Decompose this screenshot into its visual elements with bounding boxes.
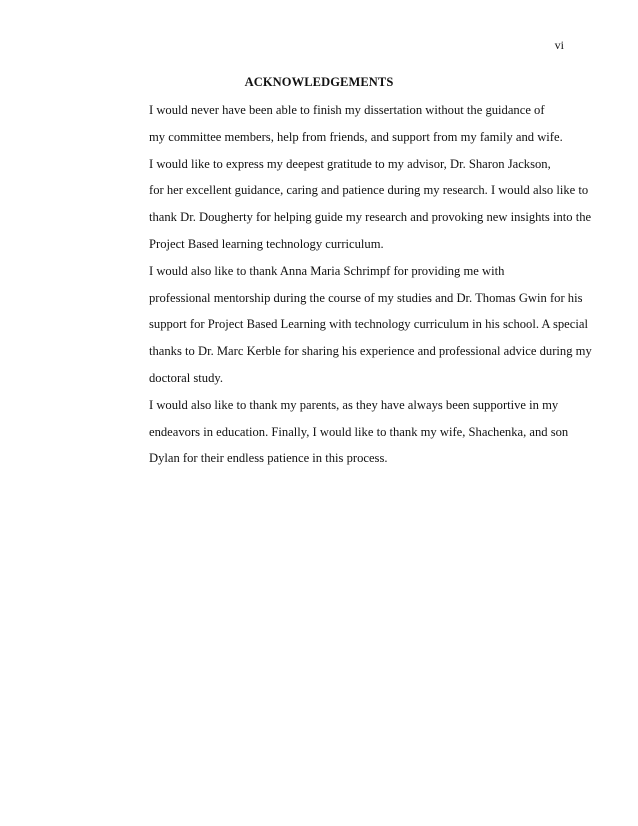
text-line: doctoral study. <box>149 370 224 385</box>
page-number: vi <box>554 38 564 52</box>
acknowledgements-body <box>115 97 592 472</box>
text-line: endeavors in education. Finally, I would like to thank my wife, Shachenka, and son <box>149 424 569 439</box>
text-line: for her excellent guidance, caring and patience during my research. I would also like to <box>149 183 589 198</box>
paragraph-advisor <box>115 151 592 258</box>
text-line: Dylan for their endless patience in this process. <box>149 451 388 466</box>
paragraph-guidance <box>115 97 563 151</box>
page-title: ACKNOWLEDGEMENTS <box>244 75 394 89</box>
text-line: thank Dr. Dougherty for helping guide my research and provoking new insights into the <box>149 210 592 225</box>
text-line: I would also like to thank Anna Maria Schrimpf for providing me with <box>149 263 505 278</box>
text-line: Project Based learning technology curriculum. <box>149 236 384 251</box>
text-line: thanks to Dr. Marc Kerble for sharing his experience and professional advice during my <box>149 344 592 359</box>
text-line: professional mentorship during the course of my studies and Dr. Thomas Gwin for his <box>149 290 583 305</box>
text-line: my committee members, help from friends, and support from my family and wife. <box>149 129 563 144</box>
paragraph-family <box>115 392 569 472</box>
text-line: I would never have been able to finish my dissertation without the guidance of <box>149 103 545 117</box>
text-line: I would like to express my deepest gratitude to my advisor, Dr. Sharon Jackson, <box>149 156 551 171</box>
text-line: I would also like to thank my parents, as they have always been supportive in my <box>149 397 559 412</box>
text-line: support for Project Based Learning with technology curriculum in his school. A special <box>149 317 588 332</box>
paragraph-mentorship <box>115 258 592 392</box>
